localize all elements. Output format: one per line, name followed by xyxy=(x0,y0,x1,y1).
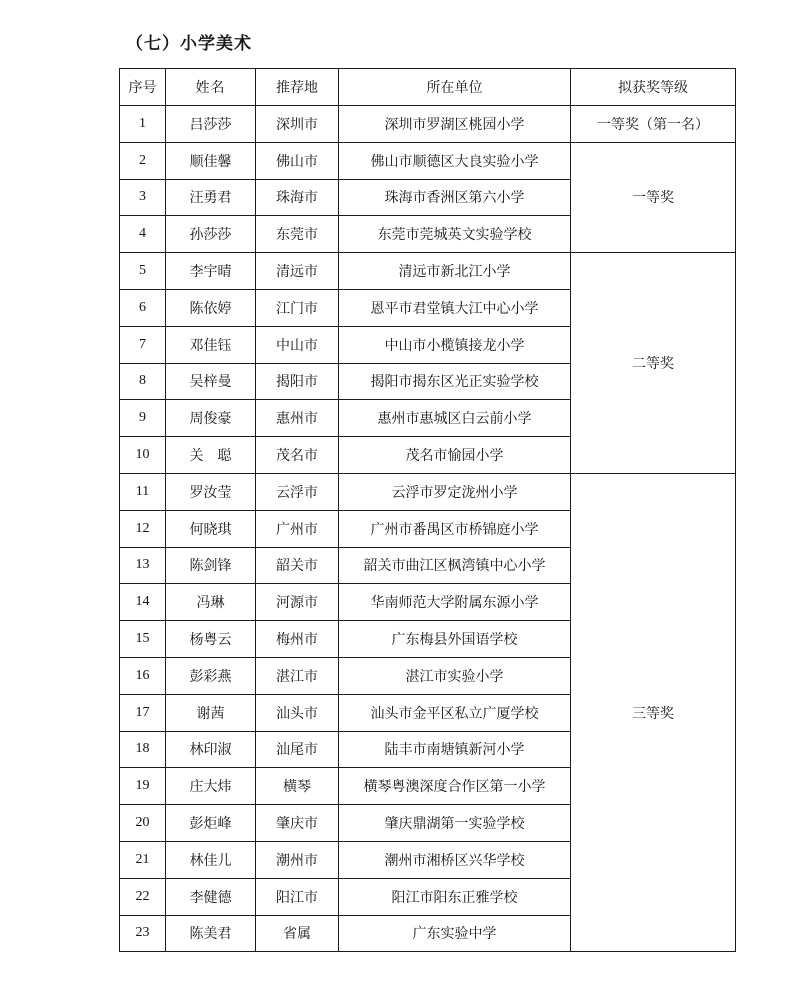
place-cell: 茂名市 xyxy=(256,437,339,474)
row-number-cell: 5 xyxy=(120,253,166,290)
place-cell: 清远市 xyxy=(256,253,339,290)
row-number-cell: 14 xyxy=(120,584,166,621)
place-cell: 横琴 xyxy=(256,768,339,805)
table-row xyxy=(120,253,736,290)
place-cell: 东莞市 xyxy=(256,216,339,253)
row-number-cell: 3 xyxy=(120,179,166,216)
name-cell: 吕莎莎 xyxy=(166,106,256,143)
name-cell: 冯琳 xyxy=(166,584,256,621)
row-number-cell: 10 xyxy=(120,437,166,474)
org-cell: 茂名市愉园小学 xyxy=(339,437,571,474)
award-cell: 三等奖 xyxy=(571,473,736,951)
row-number-cell: 19 xyxy=(120,768,166,805)
award-cell: 一等奖（第一名） xyxy=(571,106,736,143)
page-title: （七）小学美术 xyxy=(126,34,252,53)
row-number-cell: 20 xyxy=(120,805,166,842)
org-cell: 陆丰市南塘镇新河小学 xyxy=(339,731,571,768)
row-number-cell: 2 xyxy=(120,142,166,179)
org-cell: 阳江市阳东正雅学校 xyxy=(339,878,571,915)
org-cell: 华南师范大学附属东源小学 xyxy=(339,584,571,621)
name-cell: 彭彩燕 xyxy=(166,657,256,694)
name-cell: 林印淑 xyxy=(166,731,256,768)
org-cell: 广东实验中学 xyxy=(339,915,571,952)
org-cell: 韶关市曲江区枫湾镇中心小学 xyxy=(339,547,571,584)
name-cell: 陈依婷 xyxy=(166,289,256,326)
place-cell: 江门市 xyxy=(256,289,339,326)
row-number-cell: 18 xyxy=(120,731,166,768)
place-cell: 汕尾市 xyxy=(256,731,339,768)
org-cell: 潮州市湘桥区兴华学校 xyxy=(339,841,571,878)
name-cell: 顺佳馨 xyxy=(166,142,256,179)
org-cell: 东莞市莞城英文实验学校 xyxy=(339,216,571,253)
table-row xyxy=(120,473,736,510)
row-number-cell: 22 xyxy=(120,878,166,915)
place-cell: 深圳市 xyxy=(256,106,339,143)
award-cell: 二等奖 xyxy=(571,253,736,474)
org-cell: 肇庆鼎湖第一实验学校 xyxy=(339,805,571,842)
name-cell: 吴梓曼 xyxy=(166,363,256,400)
header-cell-no: 序号 xyxy=(120,69,166,106)
row-number-cell: 16 xyxy=(120,657,166,694)
award-results-table xyxy=(119,68,736,952)
place-cell: 揭阳市 xyxy=(256,363,339,400)
org-cell: 中山市小榄镇接龙小学 xyxy=(339,326,571,363)
org-cell: 横琴粤澳深度合作区第一小学 xyxy=(339,768,571,805)
place-cell: 佛山市 xyxy=(256,142,339,179)
place-cell: 梅州市 xyxy=(256,621,339,658)
header-cell-name: 姓名 xyxy=(166,69,256,106)
row-number-cell: 11 xyxy=(120,473,166,510)
place-cell: 云浮市 xyxy=(256,473,339,510)
org-cell: 汕头市金平区私立广厦学校 xyxy=(339,694,571,731)
row-number-cell: 4 xyxy=(120,216,166,253)
row-number-cell: 6 xyxy=(120,289,166,326)
row-number-cell: 15 xyxy=(120,621,166,658)
name-cell: 谢茜 xyxy=(166,694,256,731)
row-number-cell: 1 xyxy=(120,106,166,143)
row-number-cell: 12 xyxy=(120,510,166,547)
org-cell: 深圳市罗湖区桃园小学 xyxy=(339,106,571,143)
org-cell: 湛江市实验小学 xyxy=(339,657,571,694)
row-number-cell: 21 xyxy=(120,841,166,878)
name-cell: 关 聪 xyxy=(166,437,256,474)
place-cell: 省属 xyxy=(256,915,339,952)
name-cell: 孙莎莎 xyxy=(166,216,256,253)
place-cell: 潮州市 xyxy=(256,841,339,878)
org-cell: 清远市新北江小学 xyxy=(339,253,571,290)
name-cell: 罗汝莹 xyxy=(166,473,256,510)
name-cell: 林佳儿 xyxy=(166,841,256,878)
place-cell: 惠州市 xyxy=(256,400,339,437)
header-cell-org: 所在单位 xyxy=(339,69,571,106)
org-cell: 佛山市顺德区大良实验小学 xyxy=(339,142,571,179)
name-cell: 周俊豪 xyxy=(166,400,256,437)
org-cell: 云浮市罗定泷州小学 xyxy=(339,473,571,510)
place-cell: 肇庆市 xyxy=(256,805,339,842)
header-cell-place: 推荐地 xyxy=(256,69,339,106)
name-cell: 杨粤云 xyxy=(166,621,256,658)
name-cell: 李宇晴 xyxy=(166,253,256,290)
org-cell: 广东梅县外国语学校 xyxy=(339,621,571,658)
name-cell: 汪勇君 xyxy=(166,179,256,216)
row-number-cell: 13 xyxy=(120,547,166,584)
place-cell: 韶关市 xyxy=(256,547,339,584)
name-cell: 陈剑锋 xyxy=(166,547,256,584)
table-row xyxy=(120,106,736,143)
place-cell: 阳江市 xyxy=(256,878,339,915)
org-cell: 揭阳市揭东区光正实验学校 xyxy=(339,363,571,400)
row-number-cell: 7 xyxy=(120,326,166,363)
org-cell: 广州市番禺区市桥锦庭小学 xyxy=(339,510,571,547)
org-cell: 惠州市惠城区白云前小学 xyxy=(339,400,571,437)
row-number-cell: 23 xyxy=(120,915,166,952)
name-cell: 陈美君 xyxy=(166,915,256,952)
name-cell: 邓佳钰 xyxy=(166,326,256,363)
row-number-cell: 9 xyxy=(120,400,166,437)
place-cell: 珠海市 xyxy=(256,179,339,216)
name-cell: 何晓琪 xyxy=(166,510,256,547)
header-row xyxy=(120,69,736,106)
place-cell: 湛江市 xyxy=(256,657,339,694)
name-cell: 彭炬峰 xyxy=(166,805,256,842)
row-number-cell: 8 xyxy=(120,363,166,400)
table-row xyxy=(120,142,736,179)
org-cell: 珠海市香洲区第六小学 xyxy=(339,179,571,216)
org-cell: 恩平市君堂镇大江中心小学 xyxy=(339,289,571,326)
place-cell: 河源市 xyxy=(256,584,339,621)
name-cell: 庄大炜 xyxy=(166,768,256,805)
name-cell: 李健德 xyxy=(166,878,256,915)
place-cell: 广州市 xyxy=(256,510,339,547)
row-number-cell: 17 xyxy=(120,694,166,731)
award-cell: 一等奖 xyxy=(571,142,736,252)
place-cell: 汕头市 xyxy=(256,694,339,731)
place-cell: 中山市 xyxy=(256,326,339,363)
header-cell-award: 拟获奖等级 xyxy=(571,69,736,106)
